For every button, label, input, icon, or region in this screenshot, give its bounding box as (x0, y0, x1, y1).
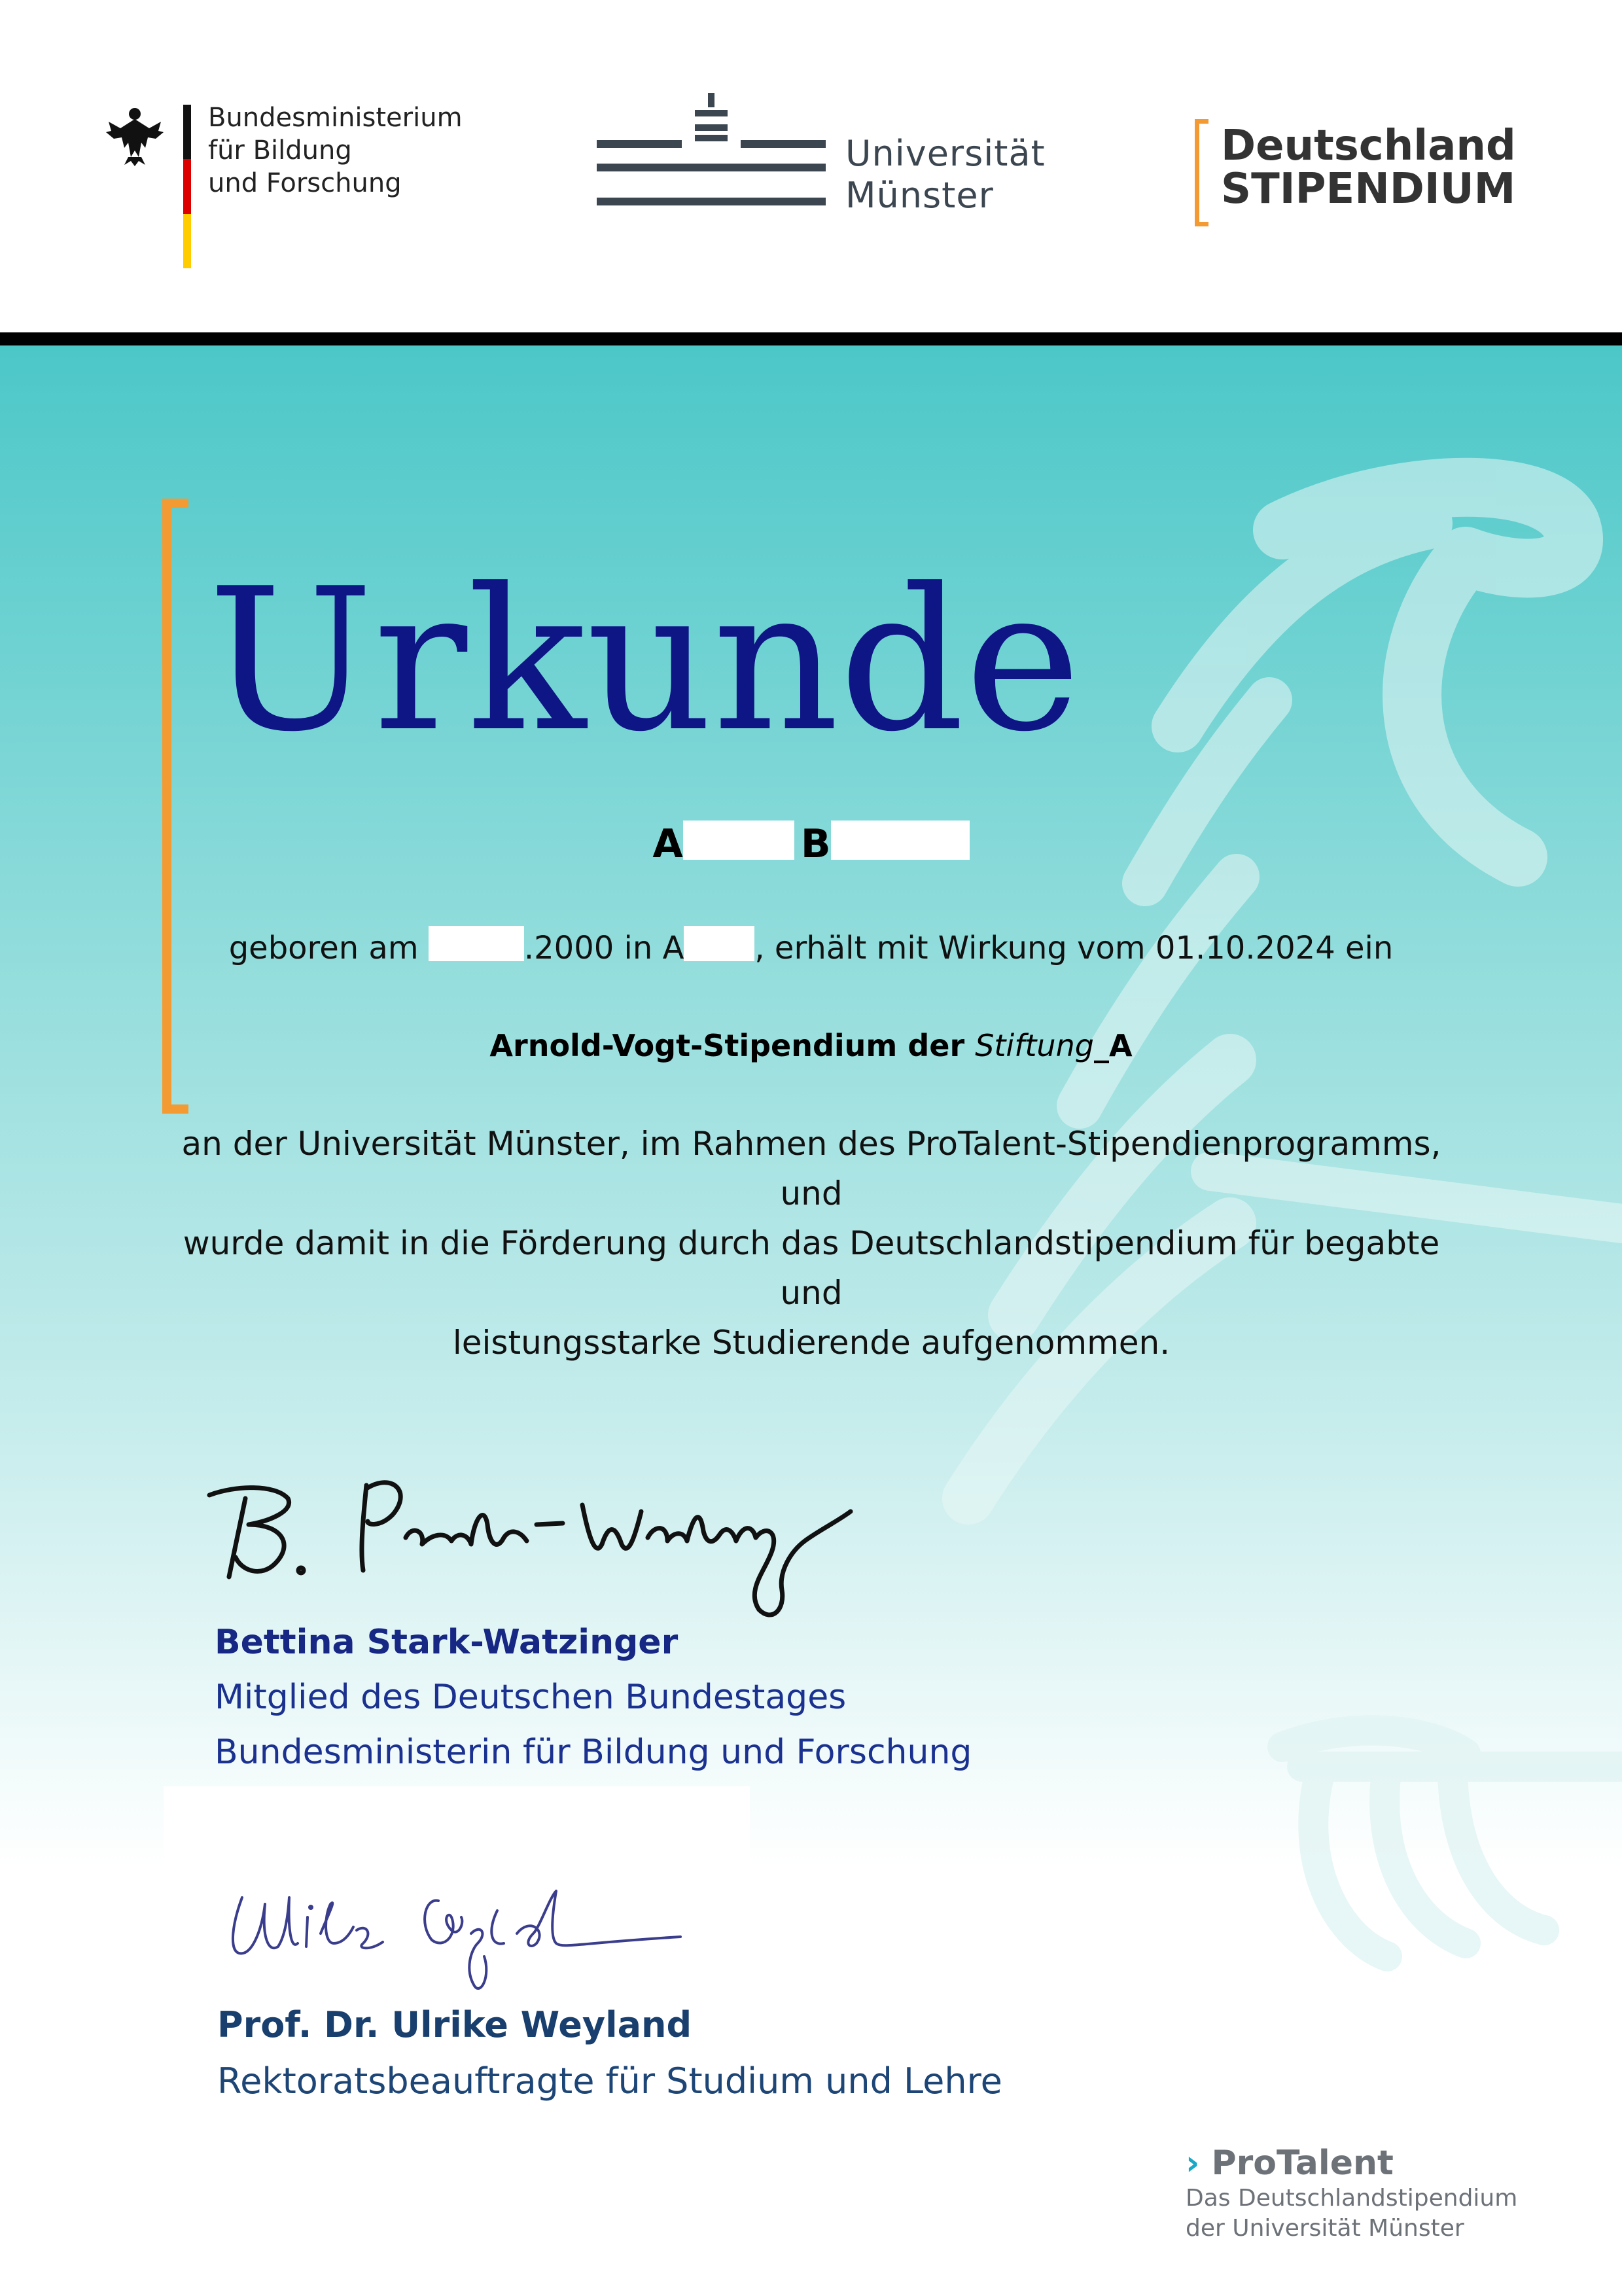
signer-1-role-2: Bundesministerin für Bildung und Forschung (215, 1733, 972, 1772)
certificate-body (170, 1119, 1453, 1368)
foundation-word: Stiftung (975, 1028, 1094, 1063)
signature-stark-watzinger (196, 1459, 903, 1629)
signer-2-role-1: Rektoratsbeauftragte für Studium und Lehre (217, 2060, 1002, 2102)
body-line-1: an der Universität Münster, im Rahmen des ProTalent-Stipendienprogramms, und (181, 1125, 1441, 1212)
recipient-last-initial: B (800, 821, 831, 867)
signer-2-name: Prof. Dr. Ulrike Weyland (217, 2004, 692, 2045)
redacted-birth-date (429, 926, 524, 961)
university-line-1: Universität (845, 133, 1046, 174)
protalent-brand: ProTalent (1211, 2144, 1394, 2183)
protalent-logo (1186, 2143, 1517, 2244)
bmbf-line-1: Bundesministerium (208, 103, 463, 133)
body-line-3: leistungsstarke Studierende aufgenommen. (452, 1324, 1171, 1362)
protalent-brand-line (1186, 2143, 1517, 2183)
header (0, 0, 1622, 332)
signer-1-name: Bettina Stark-Watzinger (215, 1623, 679, 1662)
recipient-first-initial: A (652, 821, 683, 867)
birth-line (0, 924, 1622, 972)
university-logo-text (845, 133, 1046, 217)
university-line-2: Münster (845, 175, 994, 216)
protalent-line-1: Das Deutschlandstipendium (1186, 2185, 1518, 2212)
scholarship-line (0, 1022, 1622, 1069)
ds-line-1: Deutschland (1221, 122, 1516, 170)
university-building-logo-icon (597, 93, 826, 211)
german-flag-stripe (183, 105, 191, 268)
ds-line-2: STIPENDIUM (1221, 165, 1516, 213)
born-prefix: geboren am (228, 930, 419, 966)
deutschlandstipendium-bracket-icon (1195, 119, 1208, 226)
born-suffix: , erhält mit Wirkung vom 01.10.2024 ein (754, 930, 1394, 966)
federal-eagle-logo-icon (102, 102, 167, 168)
bmbf-line-3: und Forschung (208, 168, 402, 198)
redacted-last-name (831, 821, 970, 860)
recipient-name (0, 817, 1622, 872)
orange-bracket-decoration (162, 499, 188, 1114)
body-line-2: wurde damit in die Förderung durch das Deutschlandstipendium für begabte und (183, 1224, 1440, 1312)
scholarship-name: Arnold-Vogt-Stipendium der (489, 1028, 965, 1063)
certificate-title: Urkunde (208, 546, 1082, 775)
signer-1-block (215, 1615, 972, 1780)
signer-1-role-1: Mitglied des Deutschen Bundestages (215, 1678, 847, 1717)
signer-2-block (217, 1997, 1002, 2110)
deutschlandstipendium-logo-text (1221, 124, 1516, 211)
chevron-right-icon: › (1186, 2144, 1200, 2183)
redacted-first-name (683, 821, 794, 860)
redacted-birth-place (684, 926, 754, 961)
bmbf-line-2: für Bildung (208, 135, 352, 166)
foundation-suffix: _A (1093, 1028, 1133, 1063)
protalent-line-2: der Universität Münster (1186, 2215, 1464, 2242)
signature-weyland (222, 1871, 720, 2002)
born-year: .2000 in A (523, 930, 684, 966)
bmbf-logo-text (208, 101, 463, 200)
header-divider (0, 332, 1622, 345)
